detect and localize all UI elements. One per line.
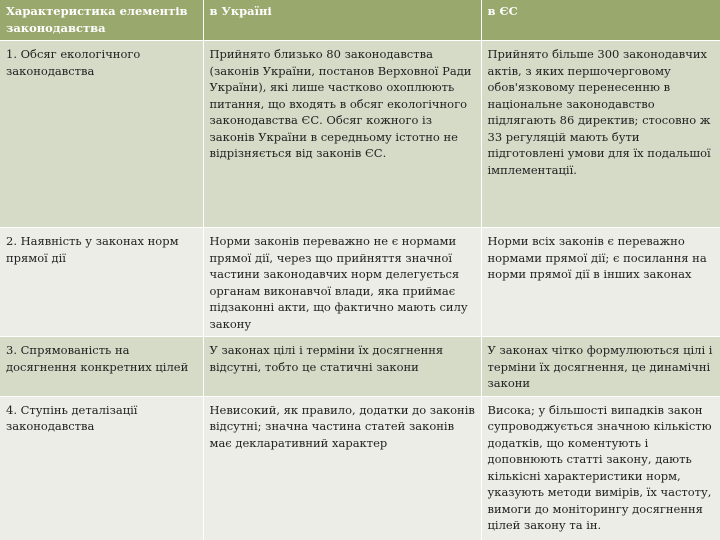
header-ukraine: в Україні — [203, 0, 481, 41]
cell-ukraine: Норми законів переважно не є нормами прямої дії, через що прийняття значної частини законодавчих норм делегується органам виконавчої влади, яка приймає підзаконні акти, що фактично мають силу закону — [203, 228, 481, 337]
table-row — [0, 41, 720, 228]
cell-characteristic: 1. Обсяг екологічного законодавства — [0, 41, 203, 228]
table-row — [0, 228, 720, 337]
header-characteristic: Характеристика елементів законодавства — [0, 0, 203, 41]
cell-ukraine: Прийнято близько 80 законодавства (законів України, постанов Верховної Ради України), які лише частково охоплюють питання, що входять в обсяг екологічного законодавства ЄС. Обсяг кожного із законів України в середньому істотно не відрізняється від законів ЄС. — [203, 41, 481, 228]
table-row — [0, 337, 720, 397]
cell-characteristic: 4. Ступінь деталізації законодавства — [0, 396, 203, 540]
cell-eu: У законах чітко формулюються цілі і терміни їх досягнення, це динамічні закони — [481, 337, 720, 397]
cell-eu: Норми всіх законів є переважно нормами прямої дії; є посилання на норми прямої дії в інших законах — [481, 228, 720, 337]
cell-ukraine: У законах цілі і терміни їх досягнення відсутні, тобто це статичні закони — [203, 337, 481, 397]
table-row — [0, 396, 720, 540]
cell-characteristic: 3. Спрямованість на досягнення конкретних цілей — [0, 337, 203, 397]
cell-characteristic: 2. Наявність у законах норм прямої дії — [0, 228, 203, 337]
header-eu: в ЄС — [481, 0, 720, 41]
cell-eu: Прийнято більше 300 законодавчих актів, з яких першочерговому обов'язковому перенесенню в національне законодавство підлягають 86 директив; стосовно ж 33 регуляцій мають бути підготовлені умови для їх подальшої імплементації. — [481, 41, 720, 228]
cell-ukraine: Невисокий, як правило, додатки до законів відсутні; значна частина статей законів має декларативний характер — [203, 396, 481, 540]
table-header-row — [0, 0, 720, 41]
cell-eu: Висока; у більшості випадків закон супроводжується значною кількістю додатків, що коментують і доповнюють статті закону, дають кількісні характеристики норм, указують методи вимірів, їх частоту, вимоги до моніторингу досягнення цілей закону та ін. — [481, 396, 720, 540]
